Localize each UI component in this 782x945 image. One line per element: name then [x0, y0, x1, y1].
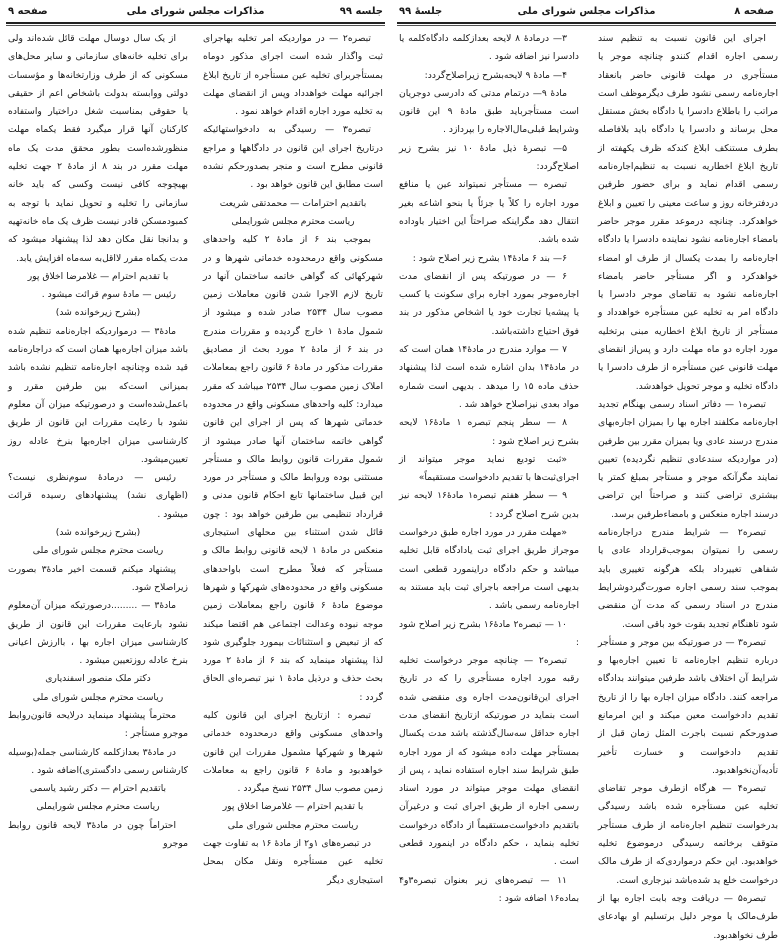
centered-line: ریاست محترم مجلس شورای ملی [32, 691, 164, 703]
centered-line: باتقدیم احترام — دکتر رشید یاسمی [29, 783, 167, 795]
paragraph: ۱۱ — تبصره‌های زیر بعنوان تبصره۳و۴ بماده۱۶ اضافه شود : [399, 874, 579, 904]
text-column [399, 30, 579, 908]
text-column [598, 30, 778, 945]
centered-line: ریاست محترم مجلس شورای ملی [227, 819, 359, 831]
paragraph: رئیس — درمادهٔ سوم‌نظری نیست؟ (اظهاری نشد) پیشنهادهای رسیده قرائت میشود . [8, 472, 188, 520]
right-page [391, 0, 782, 941]
session-number: جلسه ۹۹ [339, 6, 383, 17]
header-rule [6, 22, 385, 26]
centered-line: باتقدیم احترامات — محمدتقی شریعت [219, 197, 367, 209]
paragraph: بموجب بند ۶ از مادهٔ ۲ کلیه واحدهای مسکونی واقع درمحدوده خدماتی شهرها و در شهرکهائی که گواهی خاتمه ساختمان آنها در تاریخ لازم الاجرا شدن قانون معاملات زمین مصوب سال ۲۵۳۴ صادر شده و میشود از شمول مادهٔ ۱ خارج گردیده و مقررات مندرج در بند ۶ از مادهٔ ۲ مورد بحث از مصادیق مقررات مذکور در مادهٔ ۶ قانون راجع بمعاملات املاک زمین مصوب سال ۲۵۳۴ میباشد که مقرر میدارد: کلیه واحدهای مسکونی واقع در محدوده خدماتی شهرها که پس از اجرای این قانون گواهی خاتمه ساختمان آنها صادر میشود از شمول مقررات قانون روابط مالک و مستأجر مستثنی بوده وروابط مالک و مستأجر در مورد این قبیل ساختمانها تابع احکام قانون مدنی و قرارداد تنظیمی بین طرفین خواهد بود : چون قائل شدن استثناء بین محلهای استیجاری منعکس در مادهٔ ۱ لایحه قانونی روابط مالک و مستأجر که فعلاً مطرح است باواحدهای مسکونی واقع در محدوده‌های شهرکها و شهرها موضوع مادهٔ ۶ قانون راجع بمعاملات زمین موجه نبوده وعدالت اجتماعی هم اقتضا میکند که از تبعیض و استثنائات بیمورد جلوگیری شود لذا پیشنهاد مینماید که بند ۶ از مادهٔ ۲ مورد بحث حذف و درذیل مادهٔ ۱ نیز تبصره‌ای الحاق گردد : [203, 234, 383, 703]
paragraph: تبصره۲ — چنانچه موجر درخواست تخلیه رقبه مورد اجاره مستأجری را که در تاریخ اجرای این‌قانون‌مدت اجاره وی منقضی شده است بنماید در صورتیکه ازتاریخ انقضای مدت اجاره حداقل سه‌سال‌گذشته باشد مدت یکسال بمستأجر مهلت داده میشود که از مورد اجاره طبق شرایط سند اجاره استفاده نماید ، پس از انقضای مهلت موجر میتواند در مورد اسناد رسمی اجاره از طریق اجرای ثبت و درغیرآن باتقدیم دادخواست‌مستقیماً از دادگاه درخواست تخلیه بنماید ، حکم دادگاه در اینمورد قطعی است . [399, 655, 579, 868]
paragraph: ۶ — در صورتیکه پس از انقضای مدت اجاره‌موجر بمورد اجاره برای سکونت یا کسب یا پیشه‌یا تجارت خود یا اشخاص مذکور در بند فوق احتیاج داشته‌باشد. [399, 270, 579, 337]
paragraph: تبصره۵ — دریافت وجه بابت اجاره بها از طرف‌مالک یا موجر دلیل برتسلیم او بهادعای طرف نخواهدبود. [598, 892, 778, 941]
paragraph: محترماً پیشنهاد مینماید درلایحه قانون‌روابط موجرو مستأجر : [8, 709, 188, 740]
paragraph: اجرای این قانون نسبت به تنظیم سند رسمی اجاره اقدام کنندو چنانچه موجر یا مستأجری در مهلت قانونی حاضر بانعقاد اجاره‌نامه رسمی نشود طرف دیگرموظف است مراتب را باطلاع دادسرا یا دادگاه بخش مستقل محل برساند و دادسرا یا دادگاه باید بلافاصله بطرف مستنکف ابلاغ کندکه ظرف یکهفته از تاریخ ابلاغ اخطاریه نسبت به تنظیم‌اجاره‌نامه رسمی اقدام نماید و برای حضور طرفین دردفترخانه روز و ساعت معینی را تعیین و ابلاغ خواهدکرد. چنانچه درموعد مقرر موجر حاضر بامضاء اجاره‌نامه نشود نماینده دادسرا یا دادگاه اجاره‌نامه را بمدت یکسال از طرف او امضاء خواهدکرد و اگر مستأجر حاضر بامضاء اجاره‌نامه نشود به تقاضای موجر دادسرا یا دادگاه امر به تخلیه عین مستأجره خواهدداد و مستأجر از تاریخ ابلاغ اخطاریه مبنی برتخلیه مورد اجاره دو ماه مهلت دارد و پس‌از انقضای مهلت قانونی عین مستأجره از طرف دادسرا یا دادگاه تخلیه و موجر تحویل خواهدشد. [598, 33, 778, 392]
header-title: مذاکرات مجلس شورای ملی [517, 6, 656, 17]
paragraph: از یک سال دوسال مهلت قائل شده‌اند ولی برای تخلیه خانه‌های سازمانی و سایر محل‌های مسکونی که از طرف وزارتخانه‌ها و مؤسسات دولتی ووابسته بدولت باشخاص اعم از حقیقی یا حقوقی بمناسبت شغل دراختیار واستفاده کارکنان آنها قرار میگیرد فقط یکماه مهلت منظورشده‌است بطور محقق مدت یک ماه مهلت مقرر در بند ۸ از مادهٔ ۲ جهت تخلیه بهیچوجه کافی نیست وکسی که باید خانه سازمانی را تخلیه و تحویل نماید با توجه به کمبودمسکن قادر نیست ظرف یک ماه خانه‌تهیه و بدانجا نقل مکان دهد لذا پیشنهاد میشود که مدت یکماه مقرر لااقل‌به سه‌ماه افزایش یابد. [8, 33, 188, 264]
page-number: صفحه ۸ [734, 6, 774, 17]
paragraph: احتراماً چون در مادهٔ۳ لایحه قانون روابط موجرو [8, 819, 188, 850]
left-page [0, 0, 391, 886]
paragraph: در تبصره‌های ۱و۲ از مادهٔ ۱۶ به تفاوت جهت تخلیه عین مستأجره ونقل مکان بمحل استیجاری دیگر [203, 838, 383, 886]
text-column [203, 30, 383, 890]
paragraph: تبصره۴ — هرگاه ازطرف موجر تقاضای تخلیه عین مستأجره شده باشد رسیدگی بدرخواست تنظیم اجاره‌نامه از طرف مستأجر متوقف برخاتمه رسیدگی درموضوع تخلیه خواهدبود. این حکم درمواردی‌که از طرف مالک درخواست خلع ید شده‌باشد نیزجاری است. [598, 783, 778, 886]
paragraph: ۸ — سطر پنجم تبصره ۱ مادهٔ۱۶ لایحه بشرح زیر اصلاح شود : [399, 417, 579, 447]
page-number: صفحه ۹ [8, 6, 48, 17]
centered-line: (بشرح زیرخوانده شد) [55, 527, 141, 539]
paragraph: «مهلت مقرر در مورد اجاره طبق درخواست موجراز طریق اجرای ثبت یادادگاه قابل تخلیه میباشد و حکم دادگاه دراینمورد قطعی است بدیهی است مراجعه باجرای ثبت باید مستند به اجاره‌نامه رسمی باشد . [399, 527, 579, 612]
paragraph: مادهٔ۳ — .........درصورتیکه میزان آن‌معلوم نشود بارعایت مقررات این قانون از طریق کارشناسی میزان اجاره بها ، باارزش اعیانی بنرخ عادله روزتعیین میشود . [8, 600, 188, 667]
text-column [8, 30, 188, 853]
paragraph: ۱۰ — تبصره۲ مادهٔ۱۶ بشرح زیر اصلاح شود : [399, 618, 579, 648]
paragraph: تبصره : ازتاریخ اجرای این قانون کلیه واحدهای مسکونی واقع درمحدوده خدماتی شهرها و شهرکها مشمول مقررات این قانون خواهدبود و مادهٔ ۶ قانون راجع به معاملات زمین مصوب سال ۲۵۳۴ نسخ میگردد . [203, 709, 384, 795]
centered-line: دکتر ملک منصور اسفندیاری [45, 673, 151, 685]
centered-line: ریاست محترم مجلس شورای ملی [32, 545, 164, 557]
paragraph: رئیس — مادهٔ سوم قرائت میشود . [41, 289, 176, 301]
header-title: مذاکرات مجلس شورای ملی [126, 6, 265, 17]
paragraph: ۵— تبصرهٔ ذیل مادهٔ ۱۰ نیز بشرح زیر اصلاح‌گردد: [399, 142, 579, 173]
paragraph: پیشنهاد میکنم قسمت اخیر مادهٔ۳ بصورت زیراصلاح شود. [8, 563, 188, 593]
paragraph: تبصره — مستأجر نمیتواند عین یا منافع مورد اجاره را کلاً یا جزئاً یا بنحو اشاعه بغیر انتقال دهد مگراینکه صراحتاً این اختیار باوداده شده باشد. [399, 179, 579, 246]
page-header [399, 6, 774, 20]
centered-line: با تقدیم احترام — غلامرضا اخلاق پور [222, 801, 364, 813]
paragraph: تبصره۳ — در صورتیکه بین موجر و مستأجر درباره تنظیم اجاره‌نامه تا تعیین اجاره‌بها و شرایط آن اختلاف باشد طرفین میتوانند بدادگاه مراجعه کنند. دادگاه میزان اجاره بها را از تاریخ تقدیم دادخواست معین میکند و این امرمانع صدورحکم نسبت باجرت المثل زمان قبل از تقدیم دادخواست و خسارت تأخیر تأدیه‌آن‌نخواهدبود. [598, 636, 778, 776]
page-header [8, 6, 383, 20]
paragraph: ۶— بند ۶ مادهٔ۱۴ بشرح زیر اصلاح شود : [412, 252, 567, 264]
paragraph: تبصره۱ — دفاتر اسناد رسمی بهنگام تجدید اجاره‌نامه مکلفند اجاره بها را بمیزان اجاره‌بهای مندرج درسند عادی ویا بمیزان مقرر بین طرفین (در مواردیکه سندعادی تنظیم نگردیده) تعیین نمایند مگرآنکه موجر و مستأجر بمبلغ کمتر یا بیشتری تراضی کنند و صراحتاً این تراضی درسند اجاره منعکس و بامضاءطرفین برسد. [598, 398, 778, 520]
paragraph: مادهٔ۳ — درمواردیکه اجاره‌نامه تنظیم شده باشد میزان اجاره‌بها همان است که دراجاره‌نامه قید شده وچنانچه اجاره‌نامه تنظیم نشده باشد بمیزانی است‌که بین طرفین مقرر و باعمل‌شده‌است و درصورتیکه میزان آن معلوم نشود با رعایت مقررات این قانون از طریق کارشناسی میزان اجاره‌بها بنرخ عادله روز تعیین‌میشود. [8, 325, 188, 465]
header-rule [397, 22, 776, 26]
paragraph: «ثبت تودیع نماید موجر میتواند از اجرای‌ثبت‌ها با تقدیم دادخواست مستقیماً» [399, 453, 579, 484]
centered-line: ریاست محترم مجلس شورایملی [231, 215, 355, 227]
paragraph: تبصره۳ — رسیدگی به دادخواستهائیکه درتاریخ اجرای این قانون در دادگاهها و مراجع قانونی مطرح است و منجر بصدورحکم نشده است مطابق این قانون خواهد بود . [203, 124, 383, 191]
centered-line: (بشرح زیرخوانده شد) [55, 307, 141, 319]
paragraph: ۴— مادهٔ ۹ لایحه‌بشرح زیراصلاح‌گردد: [424, 69, 567, 81]
paragraph: تبصره۲ — در مواردیکه امر تخلیه بهاجرای ثبت واگذار شده است اجرای مذکور دوماه بمستأجربرای تخلیه عین مستأجره از تاریخ ابلاغ اجرائیه مهلت خواهدداد وپس از انقضای مهلت به تخلیه مورد اجاره اقدام خواهد نمود . [203, 33, 383, 118]
paragraph: در مادهٔ۳ بعدازکلمه کارشناسی جمله(بوسیله کارشناس رسمی دادگستری)اضافه شود . [8, 746, 188, 776]
paragraph: ۷ — موارد مندرج در مادهٔ۱۴ همان است که در مادهٔ۱۴ بدان اشاره شده است لذا پیشنهاد حذف ماده ۱۵ را میدهد . بدیهی است شماره مواد بعدی نیزاصلاح خواهد شد . [399, 344, 579, 410]
paragraph: مادهٔ ۹— درتمام مدتی که دادرسی دوجریان است مستأجرباید طبق مادهٔ ۹ این قانون وشرایط قبلی‌مال‌الاجاره را بپردازد . [399, 87, 579, 136]
session-number: جلسهٔ ۹۹ [399, 6, 443, 17]
centered-line: با تقدیم احترام — غلامرضا اخلاق پور [27, 270, 169, 282]
centered-line: ریاست محترم مجلس شورایملی [36, 801, 160, 813]
paragraph: ۳— درمادهٔ ۸ لایحه بعدازکلمه دادگاه‌کلمه یا دادسرا نیز اضافه شود . [399, 33, 579, 63]
paragraph: ۹ — سطر هفتم تبصره۱ مادهٔ۱۶ لایحه نیز بدین شرح اصلاح گردد : [399, 490, 579, 520]
paragraph: تبصره۲ — شرایط مندرج دراجاره‌نامه رسمی را نمیتوان بموجب‌قرارداد عادی یا شفاهی تغییرداد بلکه هرگونه تغییری باید بموجب سند رسمی اجاره صورت‌گیردوشرایط مندرج در اسناد رسمی که مدت آن منقضی شود تاهنگام تجدید بقوت خود باقی است. [598, 527, 778, 630]
